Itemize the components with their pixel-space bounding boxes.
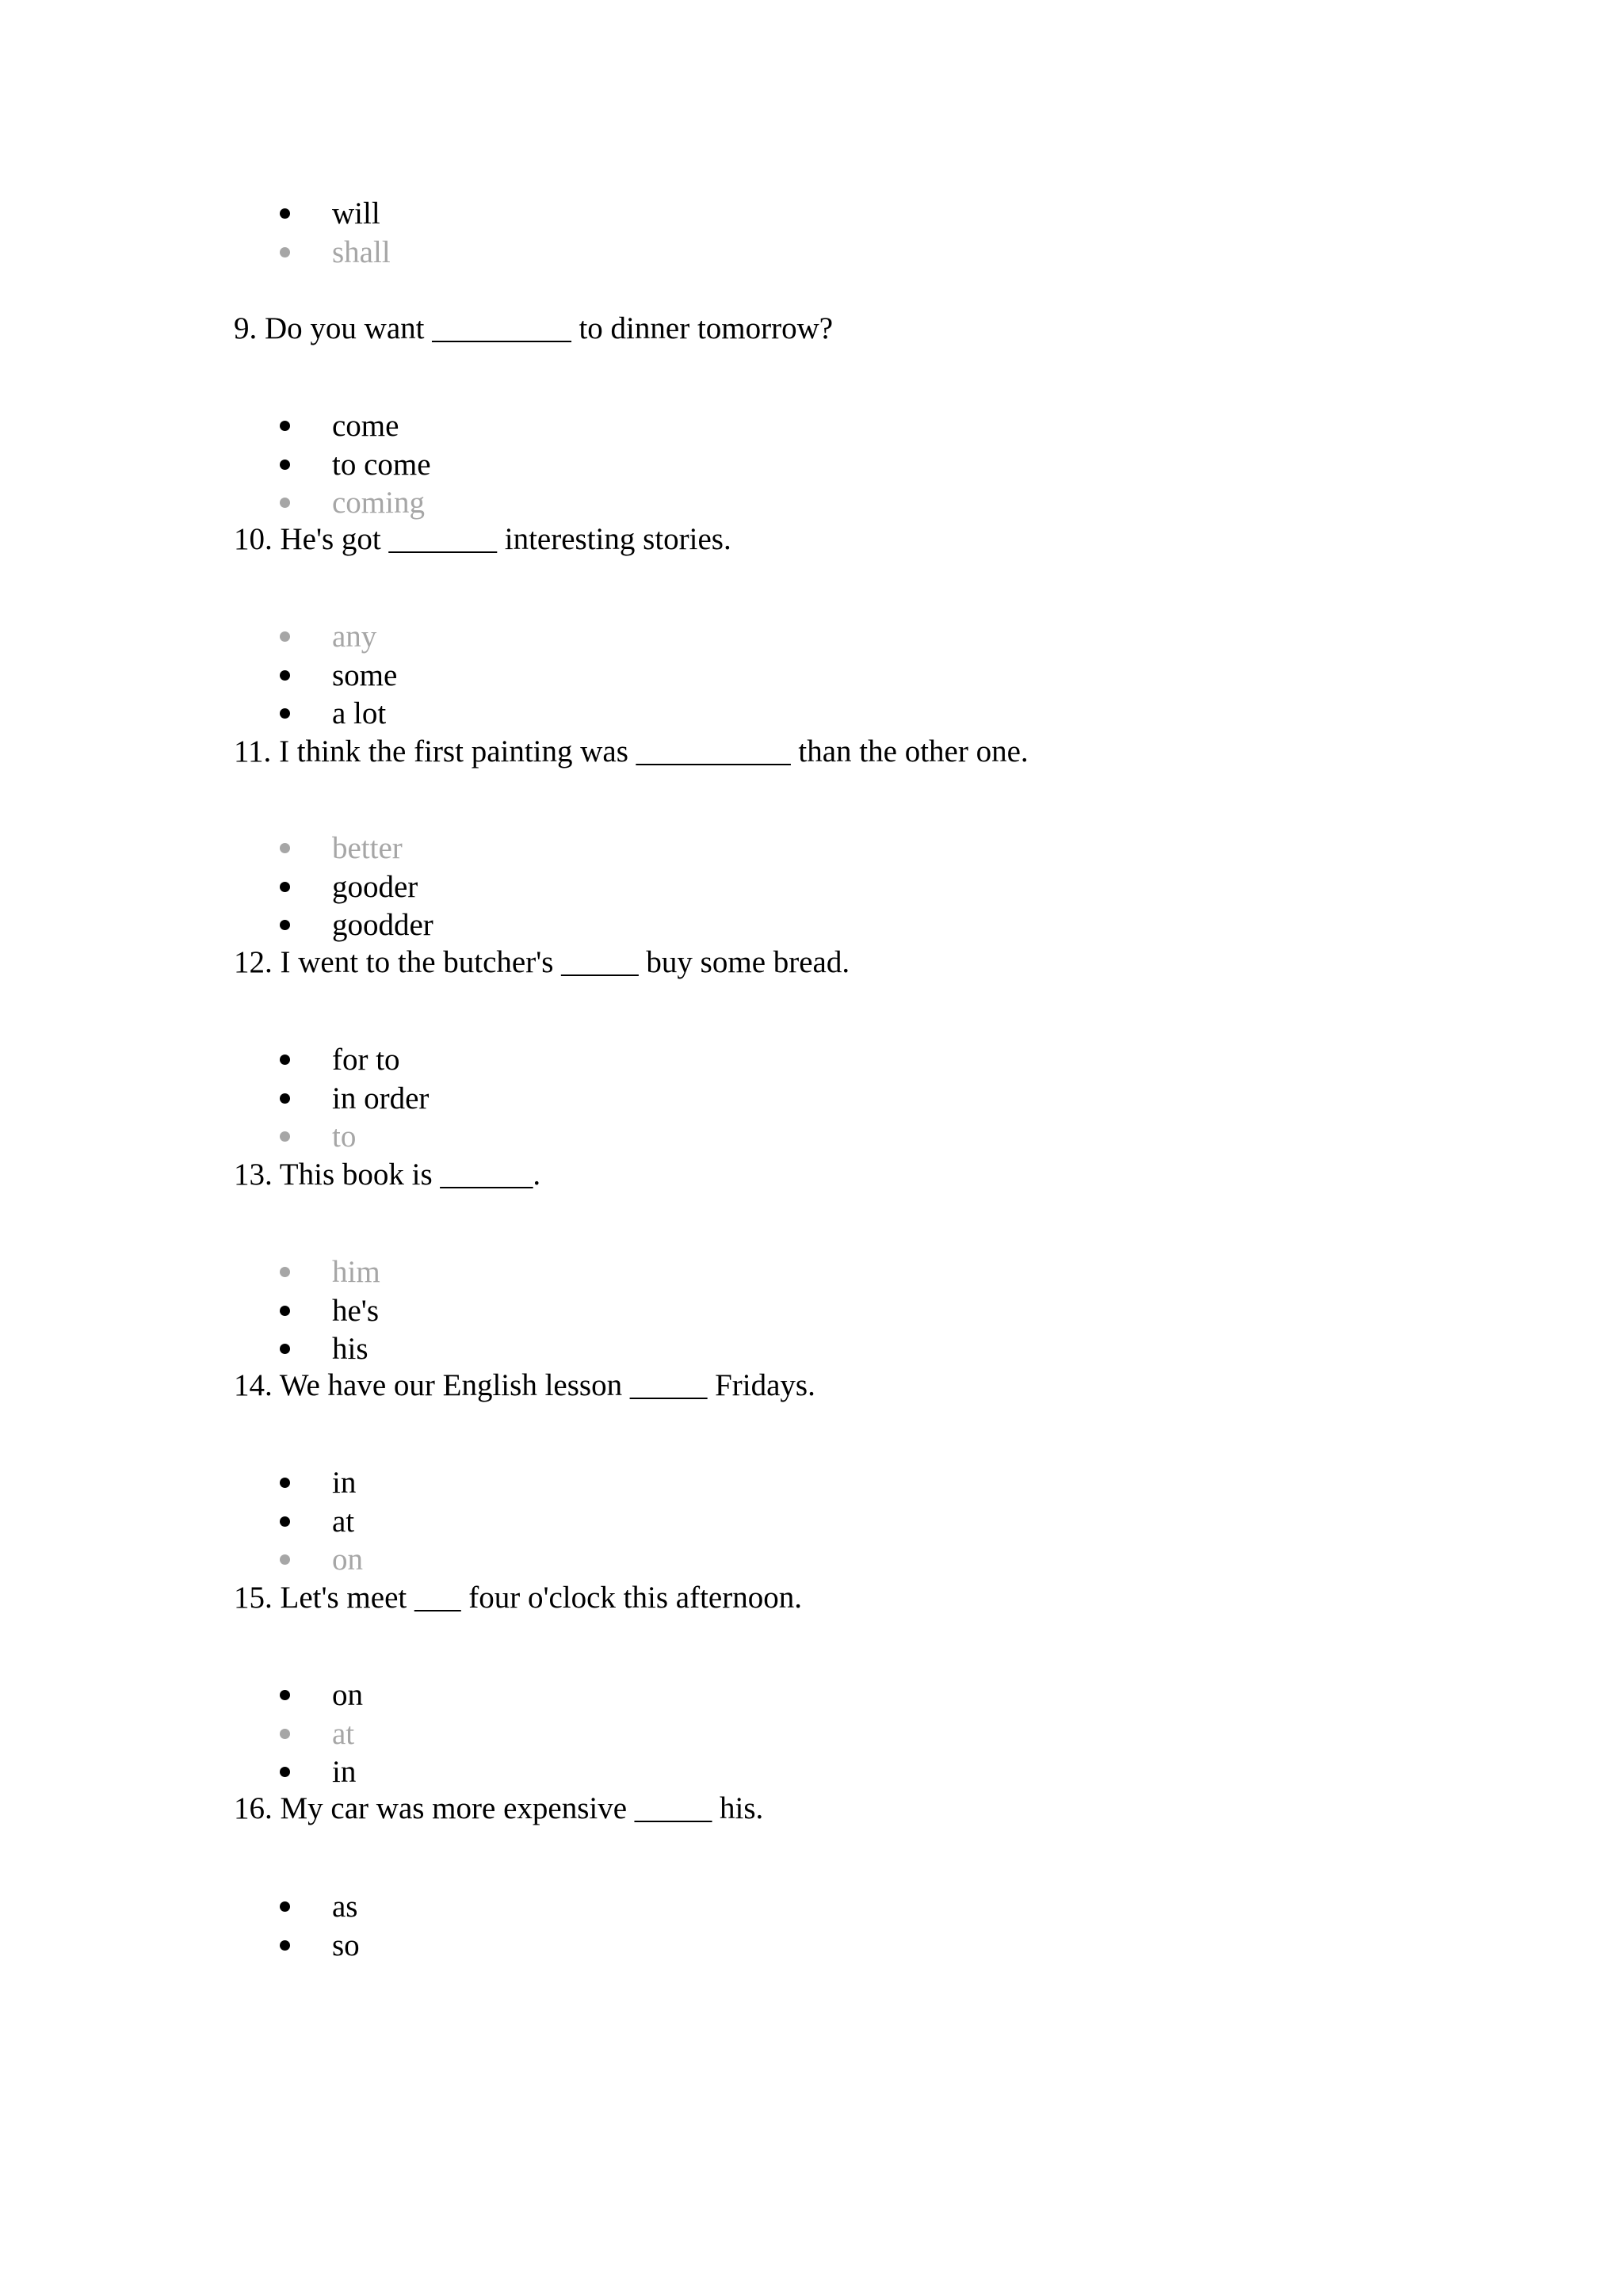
question-9 bbox=[234, 309, 833, 349]
question-number: 10. bbox=[234, 522, 273, 556]
bullet-icon bbox=[280, 1131, 290, 1142]
question-text: Do you want _________ to dinner tomorrow? bbox=[265, 311, 834, 345]
bullet-icon bbox=[280, 498, 290, 508]
question-number: 13. bbox=[234, 1158, 273, 1192]
question-number: 9. bbox=[234, 311, 258, 345]
answer-option-text: any bbox=[332, 620, 377, 654]
answer-option-text: some bbox=[332, 658, 398, 692]
question-number: 16. bbox=[234, 1791, 273, 1825]
answer-option-text: on bbox=[332, 1678, 363, 1712]
question-text: We have our English lesson _____ Fridays. bbox=[279, 1368, 815, 1402]
answer-option-text: coming bbox=[332, 486, 425, 521]
bullet-icon bbox=[280, 1478, 290, 1488]
bullet-icon bbox=[280, 1767, 290, 1777]
answer-option-text: better bbox=[332, 831, 403, 865]
bullet-icon bbox=[280, 882, 290, 892]
question-11 bbox=[234, 732, 1029, 772]
bullet-icon bbox=[280, 421, 290, 431]
answer-option-text: as bbox=[332, 1890, 358, 1924]
question-number: 12. bbox=[234, 945, 273, 979]
bullet-icon bbox=[280, 247, 290, 257]
question-number: 11. bbox=[234, 734, 272, 769]
bullet-icon bbox=[280, 1690, 290, 1700]
question-number: 15. bbox=[234, 1581, 273, 1615]
bullet-icon bbox=[280, 1093, 290, 1104]
question-text: He's got _______ interesting stories. bbox=[280, 522, 731, 556]
answer-option-text: to bbox=[332, 1119, 357, 1154]
question-text: I went to the butcher's _____ buy some bread. bbox=[280, 945, 850, 979]
question-12 bbox=[234, 943, 850, 982]
answer-option-text: in bbox=[332, 1755, 357, 1790]
answer-option-text: for to bbox=[332, 1043, 400, 1077]
bullet-icon bbox=[280, 1516, 290, 1527]
answer-option-text: come bbox=[332, 409, 399, 443]
bullet-icon bbox=[280, 1306, 290, 1316]
answer-option-text: in order bbox=[332, 1081, 430, 1116]
question-14 bbox=[234, 1366, 815, 1405]
question-text: This book is ______. bbox=[279, 1158, 541, 1192]
answer-option-text: so bbox=[332, 1928, 360, 1962]
answer-option-text: in bbox=[332, 1466, 357, 1500]
question-15 bbox=[234, 1578, 802, 1618]
bullet-icon bbox=[280, 670, 290, 681]
bullet-icon bbox=[280, 1729, 290, 1739]
bullet-icon bbox=[280, 208, 290, 219]
question-13 bbox=[234, 1155, 540, 1195]
bullet-icon bbox=[280, 631, 290, 642]
question-10 bbox=[234, 520, 731, 559]
answer-option-text: at bbox=[332, 1716, 355, 1751]
answer-option-text: shall bbox=[332, 235, 391, 269]
answer-option-text: gooder bbox=[332, 869, 418, 904]
bullet-icon bbox=[280, 1344, 290, 1354]
answer-option-text: a lot bbox=[332, 696, 387, 731]
question-number: 14. bbox=[234, 1368, 273, 1402]
question-16 bbox=[234, 1789, 763, 1829]
question-text: My car was more expensive _____ his. bbox=[280, 1791, 764, 1825]
answer-option-text: on bbox=[332, 1543, 363, 1577]
answer-option-text: he's bbox=[332, 1293, 380, 1328]
answer-option-text: him bbox=[332, 1255, 380, 1289]
bullet-icon bbox=[280, 708, 290, 719]
answer-option-text: will bbox=[332, 196, 380, 231]
bullet-icon bbox=[280, 460, 290, 470]
question-text: Let's meet ___ four o'clock this afternoon. bbox=[280, 1581, 802, 1615]
answer-option-text: his bbox=[332, 1332, 369, 1367]
bullet-icon bbox=[280, 1267, 290, 1277]
answer-option-text: goodder bbox=[332, 908, 433, 943]
bullet-icon bbox=[280, 920, 290, 930]
question-text: I think the first painting was __________ than the other one. bbox=[279, 734, 1029, 769]
bullet-icon bbox=[280, 1055, 290, 1065]
answer-option-text: at bbox=[332, 1504, 355, 1539]
bullet-icon bbox=[280, 1901, 290, 1912]
bullet-icon bbox=[280, 843, 290, 853]
bullet-icon bbox=[280, 1554, 290, 1565]
answer-option-text: to come bbox=[332, 447, 431, 482]
bullet-icon bbox=[280, 1940, 290, 1951]
